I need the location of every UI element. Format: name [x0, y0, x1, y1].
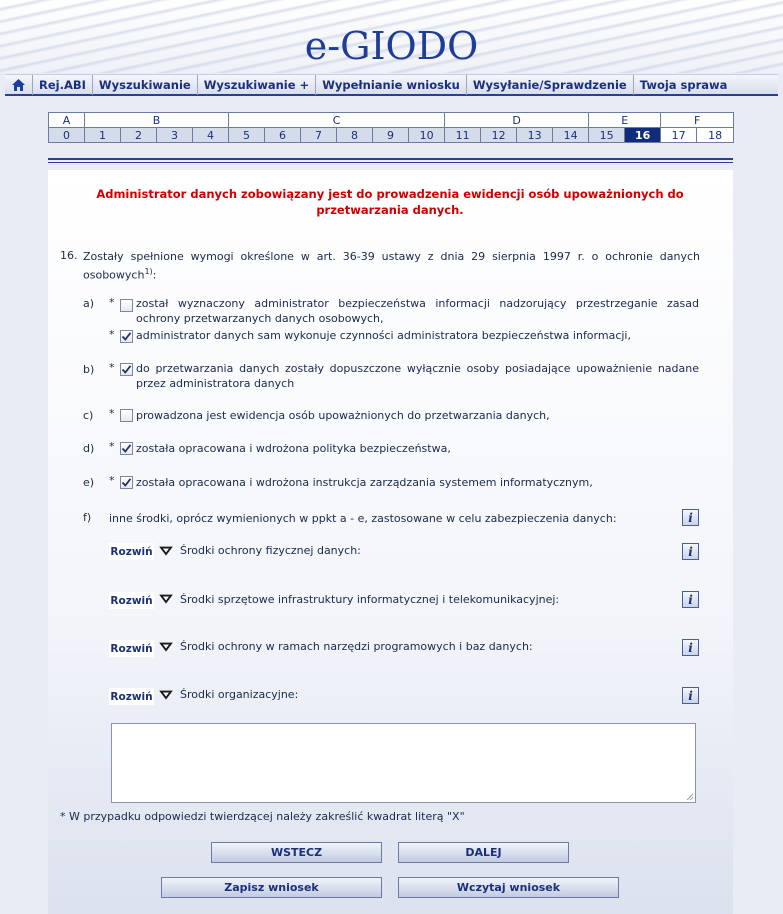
checkbox-a-2[interactable]	[120, 330, 133, 343]
other-measures-textarea[interactable]	[111, 723, 696, 803]
save-application-button[interactable]: Zapisz wniosek	[161, 877, 382, 898]
option-d-letter: d)	[83, 442, 95, 455]
option-b-letter: b)	[83, 363, 95, 376]
option-c-letter: c)	[83, 409, 94, 422]
subsection-hardware-label: Środki sprzętowe infrastruktury informatycznej i telekomunikacyjnej:	[180, 593, 560, 606]
main-navigation	[5, 74, 778, 96]
step-group-f: F	[661, 113, 734, 128]
step-5[interactable]: 5	[229, 128, 265, 143]
checkbox-a-1[interactable]	[120, 299, 133, 312]
expand-button-software[interactable]: Rozwiń	[109, 640, 154, 657]
option-e-letter: e)	[83, 476, 95, 489]
question-number: 16.	[60, 249, 78, 262]
info-button-f[interactable]: i	[682, 509, 699, 526]
step-17[interactable]: 17	[661, 128, 697, 143]
checkmark-icon	[121, 331, 132, 342]
step-group-c: C	[229, 113, 445, 128]
question-text	[83, 249, 700, 283]
nav-home-button[interactable]	[5, 75, 33, 95]
triangle-down-icon[interactable]	[159, 593, 173, 605]
required-star: *	[109, 407, 115, 420]
nav-item-wypelnianie-wniosku[interactable]: Wypełnianie wniosku	[316, 75, 467, 95]
step-18[interactable]: 18	[697, 128, 734, 143]
required-star: *	[109, 440, 115, 453]
info-button-organizational[interactable]: i	[682, 687, 699, 704]
next-button[interactable]: DALEJ	[398, 842, 569, 863]
checkbox-b[interactable]	[120, 363, 133, 376]
expand-button-organizational[interactable]: Rozwiń	[109, 688, 154, 705]
resize-grip-icon[interactable]	[685, 792, 694, 801]
required-star: *	[109, 296, 115, 309]
option-b-text: do przetwarzania danych zostały dopuszczone wyłącznie osoby posiadające upoważnienie nadane przez administratora danych	[136, 362, 699, 390]
step-group-b: B	[85, 113, 229, 128]
triangle-down-icon[interactable]	[159, 689, 173, 701]
checkbox-d[interactable]	[120, 442, 133, 455]
step-navigator	[48, 112, 734, 143]
option-c-text: prowadzona jest ewidencja osób upoważnionych do przetwarzania danych,	[136, 409, 550, 422]
footnote-ref: 1)	[144, 267, 153, 276]
back-button[interactable]: WSTECZ	[211, 842, 382, 863]
step-3[interactable]: 3	[157, 128, 193, 143]
step-group-a: A	[49, 113, 85, 128]
option-a-letter: a)	[83, 297, 95, 310]
app-logo: e-GIODO	[304, 24, 479, 68]
subsection-organizational-label: Środki organizacyjne:	[180, 688, 299, 701]
checkmark-icon	[121, 443, 132, 454]
option-a-1-text: został wyznaczony administrator bezpieczeństwa informacji nadzorujący przestrzeganie zasad ochrony przetwarzanych danych osobowych,	[136, 297, 699, 325]
step-12[interactable]: 12	[481, 128, 517, 143]
triangle-down-icon[interactable]	[159, 545, 173, 557]
step-group-e: E	[589, 113, 661, 128]
checkmark-icon	[121, 477, 132, 488]
step-11[interactable]: 11	[445, 128, 481, 143]
step-13[interactable]: 13	[517, 128, 553, 143]
nav-item-wyszukiwanie-plus[interactable]: Wyszukiwanie +	[198, 75, 316, 95]
checkbox-c[interactable]	[120, 409, 133, 422]
checkbox-e[interactable]	[120, 476, 133, 489]
divider	[48, 158, 733, 163]
step-15[interactable]: 15	[589, 128, 625, 143]
step-16-active[interactable]: 16	[625, 128, 661, 143]
home-icon	[12, 79, 25, 91]
step-10[interactable]: 10	[409, 128, 445, 143]
step-14[interactable]: 14	[553, 128, 589, 143]
triangle-down-icon[interactable]	[159, 641, 173, 653]
section-heading: Administrator danych zobowiązany jest do prowadzenia ewidencji osób upoważnionych do przetwarzania danych.	[96, 187, 684, 217]
nav-item-rej-abi[interactable]: Rej.ABI	[33, 75, 93, 95]
step-1[interactable]: 1	[85, 128, 121, 143]
required-star: *	[109, 328, 115, 341]
info-button-software[interactable]: i	[682, 639, 699, 656]
step-group-d: D	[445, 113, 589, 128]
step-7[interactable]: 7	[301, 128, 337, 143]
step-8[interactable]: 8	[337, 128, 373, 143]
option-f-letter: f)	[83, 511, 92, 524]
info-button-physical[interactable]: i	[682, 543, 699, 560]
question-suffix: :	[152, 268, 157, 282]
subsection-physical-label: Środki ochrony fizycznej danych:	[180, 544, 361, 557]
nav-item-wysylanie-sprawdzenie[interactable]: Wysyłanie/Sprawdzenie	[467, 75, 634, 95]
nav-item-wyszukiwanie[interactable]: Wyszukiwanie	[93, 75, 198, 95]
info-button-hardware[interactable]: i	[682, 591, 699, 608]
checkmark-icon	[121, 364, 132, 375]
step-4[interactable]: 4	[193, 128, 229, 143]
page-header	[0, 0, 783, 73]
subsection-software-label: Środki ochrony w ramach narzędzi programowych i baz danych:	[180, 640, 533, 653]
nav-item-twoja-sprawa[interactable]: Twoja sprawa	[639, 77, 728, 92]
step-2[interactable]: 2	[121, 128, 157, 143]
load-application-button[interactable]: Wczytaj wniosek	[398, 877, 619, 898]
step-9[interactable]: 9	[373, 128, 409, 143]
option-a-2-text: administrator danych sam wykonuje czynności administratora bezpieczeństwa informacji,	[136, 329, 631, 342]
option-e-text: została opracowana i wdrożona instrukcja zarządzania systemem informatycznym,	[136, 476, 593, 489]
required-star: *	[109, 361, 115, 374]
expand-button-hardware[interactable]: Rozwiń	[109, 592, 154, 609]
option-f-text: inne środki, oprócz wymienionych w ppkt a - e, zastosowane w celu zabezpieczenia danych:	[109, 512, 617, 525]
required-star: *	[109, 474, 115, 487]
footnote-text: * W przypadku odpowiedzi twierdzącej należy zakreślić kwadrat literą "X"	[60, 810, 465, 823]
expand-button-physical[interactable]: Rozwiń	[109, 543, 154, 560]
question-body: Zostały spełnione wymogi określone w art. 36-39 ustawy z dnia 29 sierpnia 1997 r. o ochronie danych osobowych	[83, 250, 700, 282]
step-6[interactable]: 6	[265, 128, 301, 143]
step-0[interactable]: 0	[49, 128, 85, 143]
option-d-text: została opracowana i wdrożona polityka bezpieczeństwa,	[136, 442, 451, 455]
